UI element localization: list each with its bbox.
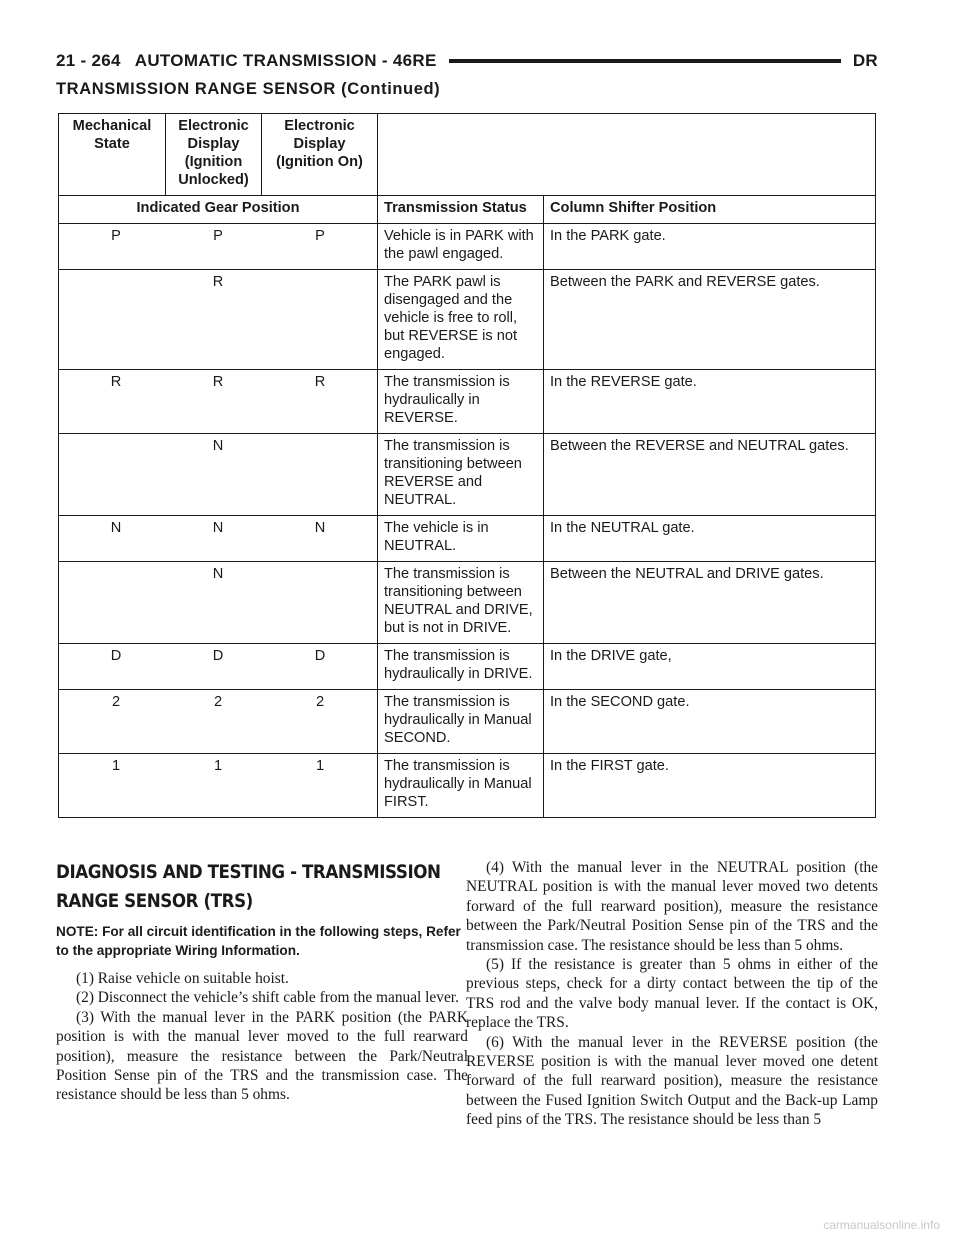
step-paragraph: (3) With the manual lever in the PARK position (the PARK position is with the manual lever moved to the full rearward position), measure the resistance between the Park/Neutral Position Sense pin of the TRS and the transmission case. The resistance should be less than 5 ohms.	[56, 1008, 468, 1104]
column-right	[466, 858, 878, 1130]
display-unlocked: N	[212, 520, 224, 536]
diagnosis-title: DIAGNOSIS AND TESTING - TRANSMISSION RANGE SENSOR (TRS)	[56, 861, 441, 912]
display-on	[269, 565, 371, 583]
gear-cell	[59, 690, 378, 754]
display-on: N	[314, 520, 326, 536]
display-unlocked: D	[212, 648, 224, 664]
gear-cell	[59, 516, 378, 562]
column-shifter-position: Between the REVERSE and NEUTRAL gates.	[544, 434, 876, 516]
table-header-row	[59, 114, 876, 196]
step-paragraph: (4) With the manual lever in the NEUTRAL position (the NEUTRAL position is with the manual lever moved two detents forward of the full rearward position), measure the resistance between the Park/Neutral Position Sense pin of the TRS and the transmission case. The resistance should be less than 5 ohms.	[466, 859, 878, 954]
column-shifter-position: In the FIRST gate.	[544, 754, 876, 818]
gear-cell	[59, 754, 378, 818]
display-unlocked: 1	[213, 758, 223, 774]
mechanical-state: R	[110, 374, 122, 390]
table-row	[59, 690, 876, 754]
display-unlocked: P	[213, 228, 223, 244]
transmission-status: The transmission is hydraulically in Manual SECOND.	[378, 690, 544, 754]
display-unlocked: R	[212, 274, 224, 290]
column-shifter-position: In the REVERSE gate.	[544, 370, 876, 434]
steps-right	[466, 858, 878, 1130]
page-header	[56, 46, 878, 76]
header-transmission-status: Transmission Status	[378, 196, 544, 224]
transmission-status: The vehicle is in NEUTRAL.	[378, 516, 544, 562]
steps-left	[56, 969, 468, 1105]
display-unlocked: 2	[213, 694, 223, 710]
table-subheader-row	[59, 196, 876, 224]
display-on: 1	[315, 758, 325, 774]
header-mechanical-state: Mechanical State	[59, 114, 166, 196]
transmission-status: The transmission is hydraulically in Manual FIRST.	[378, 754, 544, 818]
column-shifter-position: In the SECOND gate.	[544, 690, 876, 754]
header-indicated-gear: Indicated Gear Position	[59, 196, 378, 224]
column-shifter-position: In the DRIVE gate,	[544, 644, 876, 690]
gear-cell	[59, 562, 378, 644]
display-on: P	[315, 228, 325, 244]
section-continued-title: TRANSMISSION RANGE SENSOR (Continued)	[56, 80, 441, 98]
step-paragraph: (6) With the manual lever in the REVERSE position (the REVERSE position is with the manual lever moved one detent forward of the full rearward position), measure the resistance between the Fused Ignition Switch Output and the Back-up Lamp feed pins of the TRS. The resistance should be less than 5	[466, 1033, 878, 1129]
page-number: 21 - 264	[56, 51, 121, 70]
gear-cell	[59, 370, 378, 434]
table-row	[59, 754, 876, 818]
table-row	[59, 434, 876, 516]
display-on	[269, 437, 371, 455]
display-on: 2	[315, 694, 325, 710]
watermark: carmanualsonline.info	[823, 1218, 940, 1232]
transmission-status: The transmission is hydraulically in REVERSE.	[378, 370, 544, 434]
header-column-shifter: Column Shifter Position	[544, 196, 876, 224]
table-row	[59, 224, 876, 270]
transmission-status: The transmission is hydraulically in DRIVE.	[378, 644, 544, 690]
transmission-status: The PARK pawl is disengaged and the vehicle is free to roll, but REVERSE is not engaged.	[378, 270, 544, 370]
column-shifter-position: Between the NEUTRAL and DRIVE gates.	[544, 562, 876, 644]
gear-cell	[59, 224, 378, 270]
column-shifter-position: Between the PARK and REVERSE gates.	[544, 270, 876, 370]
gear-cell	[59, 644, 378, 690]
transmission-status: Vehicle is in PARK with the pawl engaged.	[378, 224, 544, 270]
mechanical-state: 1	[111, 758, 121, 774]
table-row	[59, 370, 876, 434]
mechanical-state: P	[111, 228, 121, 244]
display-unlocked: N	[212, 438, 224, 454]
header-ignition-unlocked: Electronic Display (Ignition Unlocked)	[166, 114, 262, 196]
display-on	[269, 273, 371, 291]
step-paragraph: (2) Disconnect the vehicle’s shift cable from the manual lever.	[76, 989, 459, 1007]
header-ignition-on: Electronic Display (Ignition On)	[262, 114, 378, 196]
mechanical-state	[65, 437, 167, 455]
mechanical-state: N	[110, 520, 122, 536]
display-unlocked: N	[212, 566, 224, 582]
mechanical-state	[65, 565, 167, 583]
display-on: D	[314, 648, 326, 664]
column-shifter-position: In the PARK gate.	[544, 224, 876, 270]
table-row	[59, 644, 876, 690]
mechanical-state	[65, 273, 167, 291]
trs-table	[58, 113, 876, 818]
header-rule	[449, 59, 841, 63]
table-row	[59, 516, 876, 562]
gear-cell	[59, 270, 378, 370]
gear-cell	[59, 434, 378, 516]
table-row	[59, 562, 876, 644]
table-row	[59, 270, 876, 370]
chapter-title: AUTOMATIC TRANSMISSION - 46RE	[134, 51, 437, 70]
column-shifter-position: In the NEUTRAL gate.	[544, 516, 876, 562]
table-body	[59, 224, 876, 818]
transmission-status: The transmission is transitioning between NEUTRAL and DRIVE, but is not in DRIVE.	[378, 562, 544, 644]
step-paragraph: (5) If the resistance is greater than 5 ohms in either of the previous steps, check for a dirty contact between the tip of the TRS rod and the valve body manual lever. If the contact is OK, replace the TRS.	[466, 956, 878, 1032]
note: NOTE: For all circuit identification in the following steps, Refer to the appropriate Wiring Information.	[56, 924, 461, 958]
mechanical-state: 2	[111, 694, 121, 710]
display-on: R	[314, 374, 326, 390]
display-unlocked: R	[212, 374, 224, 390]
transmission-status: The transmission is transitioning between REVERSE and NEUTRAL.	[378, 434, 544, 516]
mechanical-state: D	[110, 648, 122, 664]
column-left	[56, 858, 468, 1105]
step-paragraph: (1) Raise vehicle on suitable hoist.	[76, 970, 289, 987]
model-code: DR	[852, 51, 878, 70]
header-blank	[378, 114, 876, 196]
